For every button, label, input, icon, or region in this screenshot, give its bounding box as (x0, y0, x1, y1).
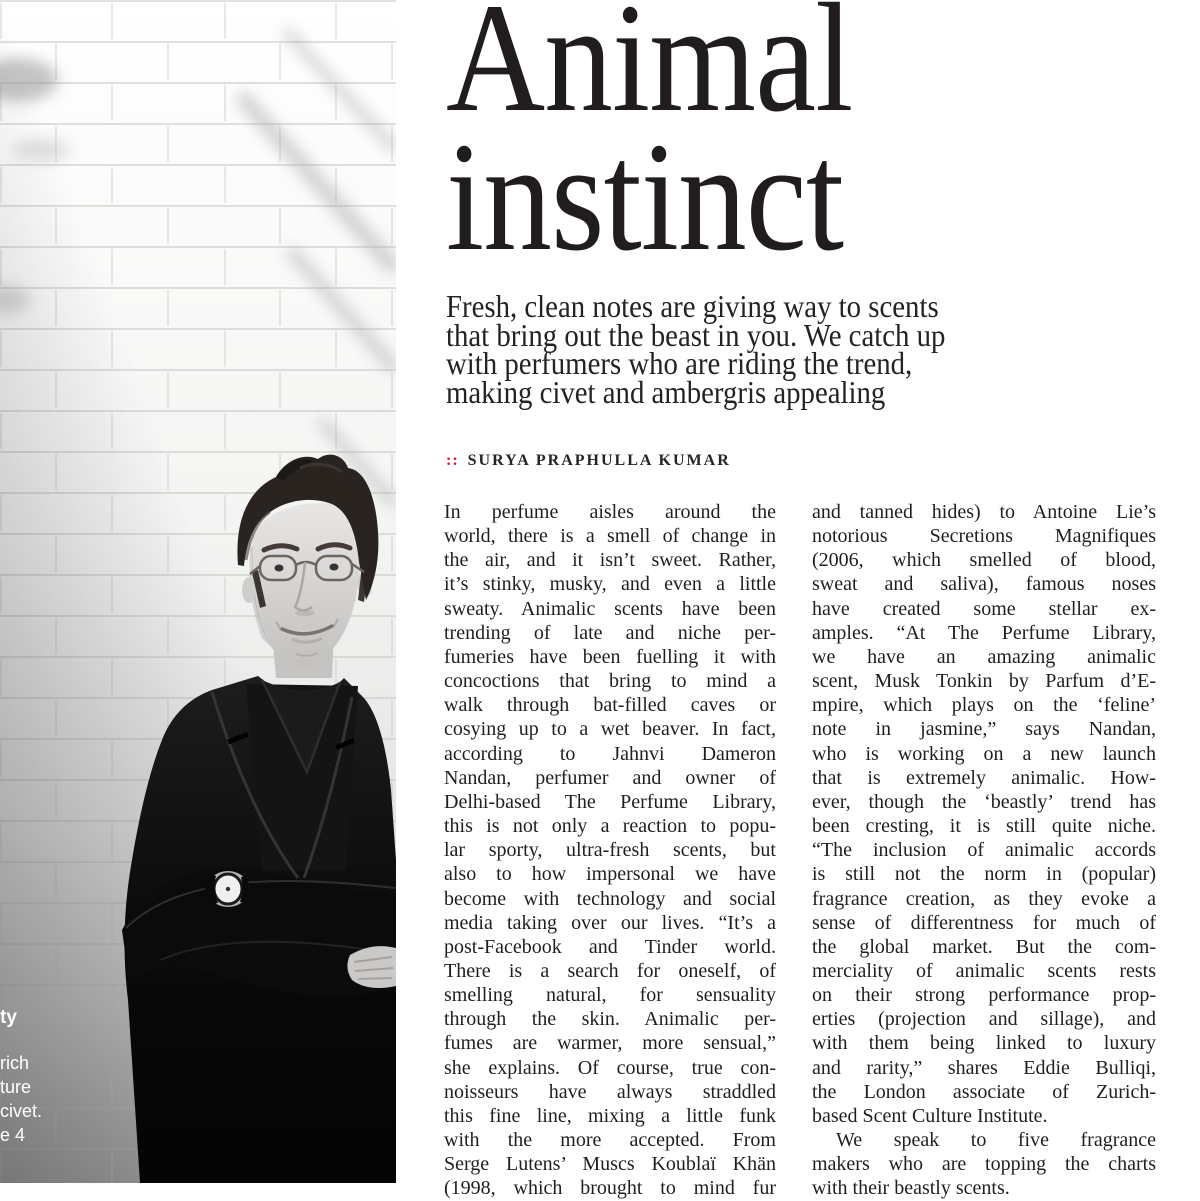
text-line: makers who are topping the charts (812, 1153, 1156, 1176)
text-line: erties (projection and sillage), and (812, 1008, 1156, 1031)
text-line: fumeries have been fuelling it with (444, 645, 776, 668)
text-line: who is working on a new launch (812, 742, 1156, 765)
text-line: notorious Secretions Magnifiques (812, 525, 1156, 548)
text-line: trending of late and niche per- (444, 621, 776, 644)
title-line-2: instinct (446, 110, 844, 283)
text-line: on their strong performance prop- (812, 984, 1156, 1007)
text-line: sweaty. Animalic scents have been (444, 597, 776, 620)
text-line: this fine line, mixing a little funk (444, 1104, 776, 1127)
title-line-1: Animal (446, 0, 853, 144)
text-line: that is extremely animalic. How- (812, 766, 1156, 789)
text-line: Serge Lutens’ Muscs Koublaï Khän (444, 1153, 776, 1176)
text-line: post-Facebook and Tinder world. (444, 935, 776, 958)
text-line: note in jasmine,” says Nandan, (812, 718, 1156, 741)
text-line: lar sporty, ultra-fresh scents, but (444, 839, 776, 862)
text-line: that bring out the beast in you. We catch up (446, 316, 946, 353)
text-line: “The inclusion of animalic accords (812, 839, 1156, 862)
byline-marker-icon: :: (446, 452, 459, 469)
article-column-1 (444, 500, 776, 1201)
article-title (446, 0, 853, 283)
portrait-photo (0, 0, 396, 1183)
text-line: this is not only a reaction to popu- (444, 815, 776, 838)
text-line: sense of differentness for much of (812, 911, 1156, 934)
text-line: cosying up to a wet beaver. In fact, (444, 718, 776, 741)
text-line: through the skin. Animalic per- (444, 1008, 776, 1031)
text-line: (1998, which brought to mind fur (444, 1177, 776, 1200)
text-line: noisseurs have always straddled (444, 1080, 776, 1103)
text-line: sweat and saliva), famous noses (812, 573, 1156, 596)
article-column-2 (812, 500, 1156, 1201)
text-line: fragrance creation, as they evoke a (812, 887, 1156, 910)
text-line: concoctions that bring to mind a (444, 670, 776, 693)
text-line: civet. (0, 1101, 43, 1121)
byline-name: SURYA PRAPHULLA KUMAR (467, 452, 731, 469)
text-line: making civet and ambergris appealing (446, 373, 886, 410)
text-line: ever, though the ‘beastly’ trend has (812, 790, 1156, 813)
text-line: (2006, which smelled of blood, (812, 549, 1156, 572)
text-line: walk through bat-filled caves or (444, 694, 776, 717)
text-line: with the more accepted. From (444, 1129, 776, 1152)
text-line: and rarity,” shares Eddie Bulliqi, (812, 1056, 1156, 1079)
text-line: e 4 (0, 1125, 26, 1145)
text-line: become with technology and social (444, 887, 776, 910)
text-line: been cresting, it is still quite niche. (812, 815, 1156, 838)
text-line: There is a search for oneself, of (444, 959, 776, 982)
text-line: based Scent Culture Institute. (812, 1104, 1048, 1127)
text-line: it’s stinky, musky, and even a little (444, 573, 776, 596)
text-line: amples. “At The Perfume Library, (812, 621, 1156, 644)
text-line: also to how impersonal we have (444, 863, 776, 886)
text-line: she explains. Of course, true con- (444, 1056, 776, 1079)
text-line: In perfume aisles around the (444, 501, 776, 523)
photo-caption-fragments (0, 1006, 120, 1147)
text-line: world, there is a smell of change in (444, 525, 776, 548)
text-line: smelling natural, for sensuality (444, 984, 776, 1007)
text-line: according to Jahnvi Dameron (444, 742, 776, 765)
text-line: ture (0, 1077, 32, 1097)
text-line: mpire, which plays on the ‘feline’ (812, 694, 1156, 717)
text-line: is still not the norm in (popular) (812, 863, 1156, 886)
text-line: merciality of animalic scents rests (812, 959, 1156, 982)
text-line: Delhi-based The Perfume Library, (444, 790, 776, 813)
text-line: rich (0, 1053, 30, 1073)
text-line: the global market. But the com- (812, 935, 1156, 958)
text-line: we have an amazing animalic (812, 645, 1156, 668)
text-line: with perfumers who are riding the trend, (446, 345, 913, 381)
ear (242, 577, 256, 603)
text-line: with their beastly scents. (812, 1177, 1010, 1200)
text-line: ty (0, 1007, 17, 1028)
byline (446, 452, 731, 470)
text-line: have created some stellar ex- (812, 597, 1156, 620)
text-line: media taking over our lives. “It’s a (444, 911, 776, 934)
text-line: the London associate of Zurich- (812, 1080, 1156, 1103)
text-line: the air, and it isn’t sweet. Rather, (444, 549, 776, 572)
text-line: with them being linked to luxury (812, 1032, 1156, 1055)
text-line: fumes are warmer, more sensual,” (444, 1032, 776, 1055)
text-line: We speak to five fragrance (836, 1129, 1156, 1152)
text-line: and tanned hides) to Antoine Lie’s (812, 501, 1156, 523)
standfirst (446, 288, 946, 410)
text-line: Nandan, perfumer and owner of (444, 766, 776, 789)
text-line: Fresh, clean notes are giving way to scents (446, 288, 939, 324)
text-line: scent, Musk Tonkin by Parfum d’E- (812, 670, 1156, 693)
